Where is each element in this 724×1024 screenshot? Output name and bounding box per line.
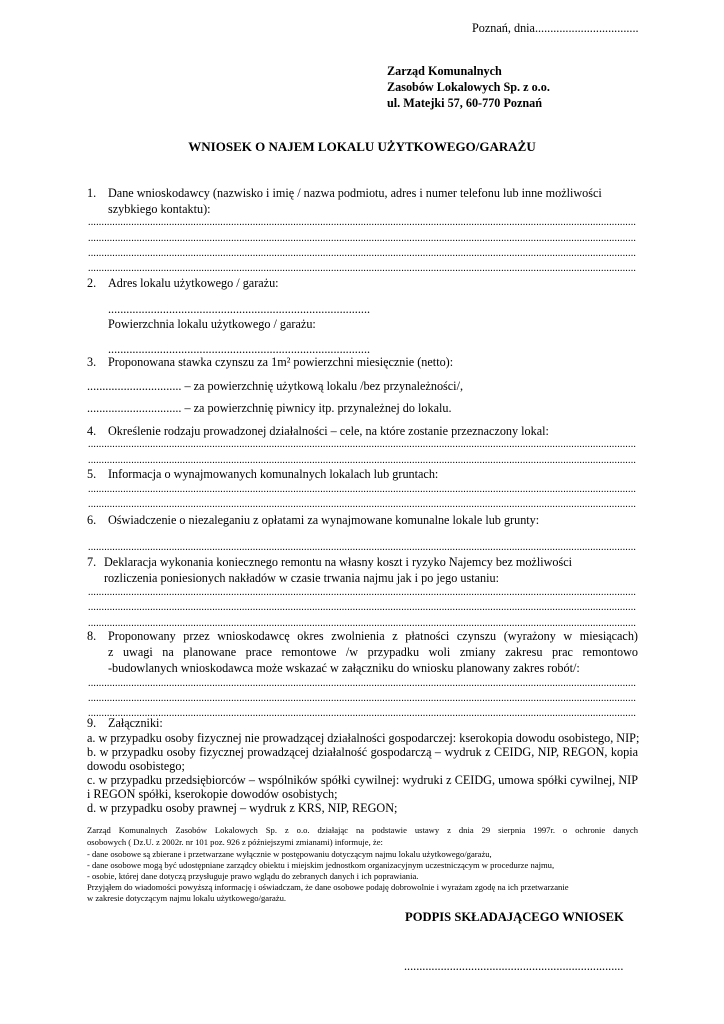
fill-line[interactable]: [88, 679, 636, 689]
fill-line[interactable]: [88, 694, 636, 704]
item-5-number: 5.: [87, 467, 97, 481]
fill-line[interactable]: [88, 603, 636, 613]
place-date-line[interactable]: Poznań, dnia..................................: [472, 21, 639, 35]
item-9-number: 9.: [87, 716, 97, 730]
fill-line[interactable]: [88, 709, 636, 719]
notice-line: - osobie, której dane dotyczą przysługuje prawo wglądu do zebranych danych i ich poprawiania.: [87, 871, 419, 881]
attachment-a: a. w przypadku osoby fizycznej nie prowadzącej działalności gospodarczej: kserokopia dowodu osobistego, NIP;: [87, 731, 640, 745]
fill-line[interactable]: [88, 264, 636, 274]
item-9-text: Załączniki:: [108, 716, 163, 730]
attachment-c: c. w przypadku przedsiębiorców – wspólników spółki cywilnej: wydruki z CEIDG, umowa spółki cywilnej, NIP: [87, 773, 638, 787]
item-6-number: 6.: [87, 513, 97, 527]
rent-usable-area-label: – za powierzchnię użytkową lokalu /bez przynależności/,: [181, 379, 464, 393]
item-3-number: 3.: [87, 355, 97, 369]
notice-line: w zakresie dotyczącym najmu lokalu użytkowego/garażu.: [87, 893, 287, 903]
fill-line[interactable]: [88, 218, 636, 228]
item-5-text: Informacja o wynajmowanych komunalnych lokalach lub gruntach:: [108, 467, 439, 481]
notice-line: Zarząd Komunalnych Zasobów Lokalowych Sp. z o.o. działając na podstawie ustawy z dnia 29 sierpnia 1997r. o ochronie danych: [87, 825, 638, 835]
item-4-number: 4.: [87, 424, 97, 438]
fill-line[interactable]: [88, 500, 636, 510]
recipient-line-1: Zarząd Komunalnych: [387, 64, 502, 78]
rent-usable-area-fill[interactable]: ...............................: [87, 379, 182, 393]
fill-line[interactable]: [88, 588, 636, 598]
item-7-text: Deklaracja wykonania koniecznego remontu na własny koszt i ryzyko Najemcy bez możliwości: [104, 555, 573, 569]
item-8-text: Proponowany przez wnioskodawcę okres zwolnienia z płatności czynszu (wyrażony w miesiącach): [108, 629, 638, 643]
recipient-line-3: ul. Matejki 57, 60-770 Poznań: [387, 96, 543, 110]
item-1-text-cont: szybkiego kontaktu):: [108, 202, 211, 216]
attachment-b-cont: dowodu osobistego;: [87, 759, 185, 773]
item-1-text: Dane wnioskodawcy (nazwisko i imię / nazwa podmiotu, adres i numer telefonu lub inne możliwości: [108, 186, 602, 200]
notice-line: osobowych ( Dz.U. z 2002r. nr 101 poz. 926 z późniejszymi zmianami) informuje, że:: [87, 837, 383, 847]
item-6-text: Oświadczenie o niezaleganiu z opłatami za wynajmowane komunalne lokale lub grunty:: [108, 513, 540, 527]
address-fill-line[interactable]: ......................................................................................: [108, 302, 371, 316]
item-7-text-cont: rozliczenia poniesionych nakładów w czasie trwania najmu jak i po jego ustaniu:: [104, 571, 499, 585]
fill-line[interactable]: [88, 456, 636, 466]
signature-field[interactable]: ........................................................................: [404, 959, 624, 973]
item-2-number: 2.: [87, 276, 97, 290]
notice-line: - dane osobowe mogą być udostępniane zarządcy obiektu i miejskim jednostkom organizacyjnym uczestniczącym w procedurze najmu,: [87, 860, 555, 870]
fill-line[interactable]: [88, 543, 636, 553]
item-4-text: Określenie rodzaju prowadzonej działalności – cele, na które zostanie przeznaczony lokal:: [108, 424, 549, 438]
rent-basement-label: – za powierzchnię piwnicy itp. przynależnej do lokalu.: [181, 401, 452, 415]
rent-basement-row: [87, 402, 452, 414]
attachment-d: d. w przypadku osoby prawnej – wydruk z KRS, NIP, REGON;: [87, 801, 398, 815]
signature-label: PODPIS SKŁADAJĄCEGO WNIOSEK: [405, 910, 624, 924]
rent-usable-area-row: [87, 380, 463, 392]
fill-line[interactable]: [88, 485, 636, 495]
item-7-number: 7.: [87, 555, 97, 569]
fill-line[interactable]: [88, 619, 636, 629]
item-8-number: 8.: [87, 629, 97, 643]
notice-line: - dane osobowe są zbierane i przetwarzane wyłącznie w postępowaniu dotyczącym najmu lokalu użytkowego/garażu,: [87, 849, 492, 859]
recipient-line-2: Zasobów Lokalowych Sp. z o.o.: [387, 80, 550, 94]
form-title: WNIOSEK O NAJEM LOKALU UŻYTKOWEGO/GARAŻU: [188, 139, 536, 154]
item-8-text-cont: z uwagi na planowane prace remontowe /w przypadku woli zmiany zakresu prac remontowo: [108, 645, 638, 659]
item-1-number: 1.: [87, 186, 97, 200]
fill-line[interactable]: [88, 440, 636, 450]
attachment-c-cont: i REGON spółki, kserokopie dowodów osobistych;: [87, 787, 338, 801]
rent-basement-fill[interactable]: ...............................: [87, 401, 182, 415]
notice-line: Przyjąłem do wiadomości powyższą informację i oświadczam, że dane osobowe podaję dobrowolnie i wyrażam zgodę na ich przetwarzanie: [87, 882, 569, 892]
attachment-b: b. w przypadku osoby fizycznej prowadzącej działalność gospodarczą – wydruk z CEIDG, NIP, REGON, kopia: [87, 745, 638, 759]
item-8-text-cont: -budowlanych wnioskodawca może wskazać w załączniku do wniosku planowany zakres robót/:: [108, 661, 580, 675]
item-2-area-label: Powierzchnia lokalu użytkowego / garażu:: [108, 317, 316, 331]
fill-line[interactable]: [88, 249, 636, 259]
fill-line[interactable]: [88, 234, 636, 244]
item-2-text: Adres lokalu użytkowego / garażu:: [108, 276, 279, 290]
item-3-text: Proponowana stawka czynszu za 1m² powierzchni miesięcznie (netto):: [108, 355, 454, 369]
area-fill-line[interactable]: ......................................................................................: [108, 342, 371, 356]
